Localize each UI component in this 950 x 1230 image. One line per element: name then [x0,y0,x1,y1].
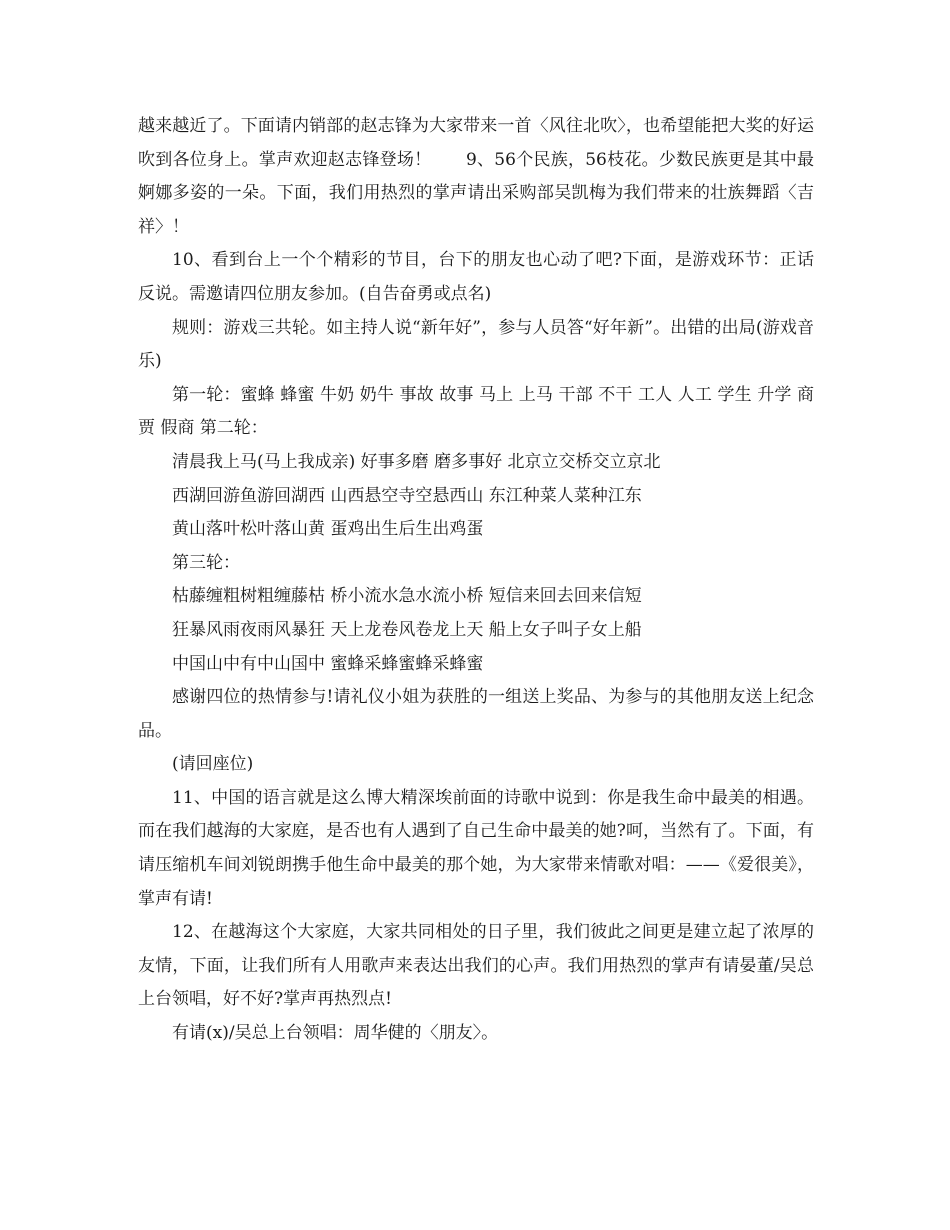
paragraph-7: 黄山落叶松叶落山黄 蛋鸡出生后生出鸡蛋 [172,519,484,540]
paragraph-3: 规则：游戏三共轮。如主持人说“新年好”，参与人员答“好年新”。出错的出局(游戏音乐) [138,317,814,372]
paragraph-5: 清晨我上马(马上我成亲) 好事多磨 磨多事好 北京立交桥交立京北 [172,451,661,472]
paragraph-15: 12、在越海这个大家庭，大家共同相处的日子里，我们彼此之间更是建立起了浓厚的友情，下面，让我们所有人用歌声来表达出我们的心声。我们用热烈的掌声有请晏董/吴总上台领唱，好不好?掌声再热烈点! [138,922,814,1010]
paragraph-4: 第一轮：蜜蜂 蜂蜜 牛奶 奶牛 事故 故事 马上 上马 干部 不干 工人 人工 学生 升学 商贾 假商 第二轮： [138,384,814,439]
paragraph-10: 狂暴风雨夜雨风暴狂 天上龙卷风卷龙上天 船上女子叫子女上船 [172,619,642,640]
paragraph-16: 有请(x)/吴总上台领唱：周华健的〈朋友〉。 [172,1023,499,1044]
paragraph-1: 越来越近了。下面请内销部的赵志锋为大家带来一首〈风往北吹〉，也希望能把大奖的好运吹到各位身上。掌声欢迎赵志锋登场！ 9、56个民族，56枝花。少数民族更是其中最婀娜多姿的一朵。下面，我们用热烈的掌声请出采购部吴凯梅为我们带来的壮族舞蹈〈吉祥〉！ [138,116,814,237]
paragraph-12: 感谢四位的热情参与!请礼仪小姐为获胜的一组送上奖品、为参与的其他朋友送上纪念品。 [138,687,814,741]
paragraph-8: 第三轮： [172,552,240,573]
document-page [138,110,814,1051]
paragraph-6: 西湖回游鱼游回湖西 山西悬空寺空悬西山 东江种菜人菜种江东 [172,485,642,506]
paragraph-13: (请回座位) [172,754,254,775]
paragraph-2: 10、看到台上一个个精彩的节目，台下的朋友也心动了吧?下面，是游戏环节：正话反说。需邀请四位朋友参加。(自告奋勇或点名) [138,250,814,304]
paragraph-9: 枯藤缠粗树粗缠藤枯 桥小流水急水流小桥 短信来回去回来信短 [172,586,642,607]
paragraph-11: 中国山中有中山国中 蜜蜂采蜂蜜蜂采蜂蜜 [172,653,484,674]
paragraph-14: 11、中国的语言就是这么博大精深埃前面的诗歌中说到：你是我生命中最美的相遇。而在我们越海的大家庭，是否也有人遇到了自己生命中最美的她?呵，当然有了。下面，有请压缩机车间刘锐朗携手他生命中最美的那个她，为大家带来情歌对唱：——《爱很美》，掌声有请! [138,787,814,909]
